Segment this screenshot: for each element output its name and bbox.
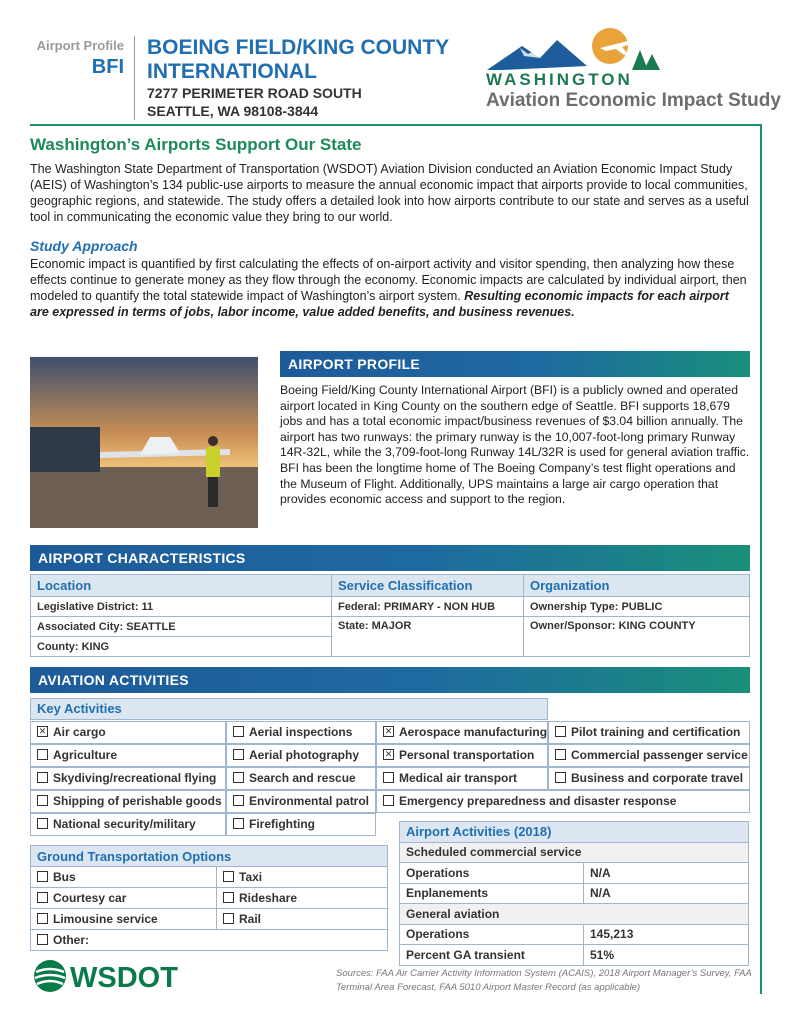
- key-activity-label: Skydiving/recreational flying: [53, 771, 217, 785]
- checkbox-icon: [37, 913, 48, 924]
- ground-option-label: Other:: [53, 933, 89, 947]
- checkbox-icon: [233, 726, 244, 737]
- state-classification: State: MAJOR: [332, 617, 524, 657]
- checkbox-icon: [37, 749, 48, 760]
- checkbox-icon: [37, 818, 48, 829]
- location-header: Location: [31, 575, 332, 597]
- key-activity-item: [30, 744, 226, 767]
- ground-option-courtesy-car: [31, 888, 217, 909]
- checkbox-icon: [37, 892, 48, 903]
- key-activity-item: [30, 790, 226, 813]
- key-activity-label: Medical air transport: [399, 771, 518, 785]
- key-activity-label: Personal transportation: [399, 748, 535, 762]
- logo-trees-icon: [632, 50, 660, 70]
- logo-state: WASHINGTON: [486, 70, 633, 89]
- key-activity-label: National security/military: [53, 817, 196, 831]
- key-activity-label: Commercial passenger service: [571, 748, 748, 762]
- checkbox-icon: [223, 892, 234, 903]
- logo-study-title: Aviation Economic Impact Study: [486, 90, 781, 111]
- ga-transient-value: 51%: [584, 945, 749, 966]
- key-activity-item: [548, 721, 750, 744]
- airport-activities-table: [399, 821, 749, 966]
- key-activity-label: Agriculture: [53, 748, 118, 762]
- wsdot-wordmark: WSDOT: [70, 962, 178, 994]
- key-activity-item: [226, 721, 376, 744]
- key-activity-label: Business and corporate travel: [571, 771, 744, 785]
- owner-sponsor: Owner/Sponsor: KING COUNTY: [524, 617, 750, 657]
- key-activity-item: [30, 767, 226, 790]
- key-activity-item: [548, 744, 750, 767]
- operations-value: N/A: [584, 863, 749, 884]
- checked-box-icon: [383, 749, 394, 760]
- key-activity-label: Emergency preparedness and disaster response: [399, 794, 677, 808]
- associated-city: Associated City: SEATTLE: [31, 617, 332, 637]
- ground-option-label: Limousine service: [53, 912, 158, 926]
- ground-option-rideshare: [217, 888, 388, 909]
- study-paragraph: [30, 256, 750, 320]
- sources-note: Sources: FAA Air Carrier Activity Information System (ACAIS), 2018 Airport Manager’s Survey, FAA Terminal Area Forecast, FAA 5010 Airport Master Record (as applicable): [336, 968, 752, 993]
- scheduled-service-header: Scheduled commercial service: [400, 842, 749, 863]
- checkbox-icon: [555, 772, 566, 783]
- ground-option-limousine: [31, 909, 217, 930]
- activities-heading: AVIATION ACTIVITIES: [30, 667, 750, 693]
- key-activity-item: [30, 813, 226, 836]
- checkbox-icon: [233, 818, 244, 829]
- ground-option-label: Rideshare: [239, 891, 298, 905]
- characteristics-heading: AIRPORT CHARACTERISTICS: [30, 545, 750, 571]
- wsdot-logo: [32, 958, 182, 994]
- key-activity-item: [376, 767, 548, 790]
- airport-code: BFI: [91, 56, 124, 78]
- checkbox-icon: [383, 795, 394, 806]
- enplanements-value: N/A: [584, 883, 749, 904]
- key-activity-label: Air cargo: [53, 725, 106, 739]
- ground-option-label: Taxi: [239, 870, 263, 884]
- study-heading: Study Approach: [30, 238, 138, 254]
- key-activity-item: [226, 767, 376, 790]
- legislative-district: Legislative District: 11: [31, 597, 332, 617]
- profile-paragraph: Boeing Field/King County International Airport (BFI) is a publicly owned and operated airport located in King County on the southern edge of Seattle. BFI supports 18,679 jobs and has a total economic impact/business revenues of $3.04 billion annually. The airport has two runways: the primary runway is the 10,007-foot-long primary Runway 14R-32L, while the 3,709-foot-long Runway 14L/32R is used for general aviation traffic. BFI has been the longtime home of The Boeing Company’s test flight operations and the Museum of Flight. Additionally, UPS maintains a large air cargo operation that provides economic access and support to the region.: [280, 383, 750, 507]
- key-activity-label: Firefighting: [249, 817, 315, 831]
- checkbox-icon: [233, 772, 244, 783]
- checkbox-icon: [37, 795, 48, 806]
- ground-option-label: Rail: [239, 912, 262, 926]
- ga-operations-label: Operations: [400, 924, 584, 945]
- airport-name: BOEING FIELD/KING COUNTY INTERNATIONAL: [147, 36, 449, 83]
- enplanements-label: Enplanements: [400, 883, 584, 904]
- key-activity-item: [376, 744, 548, 767]
- checkbox-icon: [555, 749, 566, 760]
- ga-operations-value: 145,213: [584, 924, 749, 945]
- airport-activities-header: Airport Activities (2018): [400, 822, 749, 843]
- key-activity-label: Environmental patrol: [249, 794, 370, 808]
- key-activity-item: [226, 790, 376, 813]
- ground-option-taxi: [217, 867, 388, 888]
- checkbox-icon: [233, 749, 244, 760]
- checkbox-icon: [37, 934, 48, 945]
- key-activity-item: [376, 721, 548, 744]
- checkbox-icon: [37, 772, 48, 783]
- checkbox-icon: [223, 913, 234, 924]
- checked-box-icon: [383, 726, 394, 737]
- checkbox-icon: [555, 726, 566, 737]
- ground-option-other: [31, 930, 388, 951]
- right-rule: [760, 124, 762, 994]
- key-activity-label: Aerial inspections: [249, 725, 353, 739]
- airport-photo: [30, 357, 258, 528]
- key-activity-item: [226, 744, 376, 767]
- header-rule: [30, 124, 762, 126]
- checkbox-icon: [233, 795, 244, 806]
- checkbox-icon: [383, 772, 394, 783]
- key-activity-label: Aerospace manufacturing: [399, 725, 548, 739]
- ground-transport-header: Ground Transportation Options: [31, 846, 388, 867]
- organization-header: Organization: [524, 575, 750, 597]
- key-activity-label: Aerial photography: [249, 748, 360, 762]
- study-emphasis: Resulting economic impacts for each airport are expressed in terms of jobs, labor income, value added benefits, and business revenues.: [30, 289, 729, 319]
- federal-classification: Federal: PRIMARY - NON HUB: [332, 597, 524, 617]
- ground-option-rail: [217, 909, 388, 930]
- key-activity-item: [548, 767, 750, 790]
- study-body: Economic impact is quantified by first calculating the effects of on-airport activity and visitor spending, then analyzing how these effects continue to generate money as they flow through the economy. Economic impacts are calculated by individual airport, then modeled to quantify the total statewide impact of Washington’s airport system.: [30, 257, 747, 303]
- ground-option-label: Courtesy car: [53, 891, 127, 905]
- address-line1: 7277 PERIMETER ROAD SOUTH: [147, 85, 362, 101]
- characteristics-table: [30, 574, 750, 657]
- profile-heading: AIRPORT PROFILE: [280, 351, 750, 377]
- ga-transient-label: Percent GA transient: [400, 945, 584, 966]
- key-activities-header: Key Activities: [30, 698, 548, 720]
- checkbox-icon: [223, 871, 234, 882]
- key-activity-item: [226, 813, 376, 836]
- intro-heading: Washington’s Airports Support Our State: [30, 135, 362, 154]
- general-aviation-header: General aviation: [400, 904, 749, 925]
- key-activity-item: [30, 721, 226, 744]
- airport-address: [147, 84, 362, 120]
- address-line2: SEATTLE, WA 98108-3844: [147, 103, 319, 119]
- key-activity-item: [376, 790, 750, 813]
- key-activity-label: Pilot training and certification: [571, 725, 741, 739]
- intro-paragraph: The Washington State Department of Transportation (WSDOT) Aviation Division conducted an Aviation Economic Impact Study (AEIS) of Washington’s 134 public-use airports to measure the annual economic impact that airports provide to local communities, geographic regions, and statewide. The study offers a detailed look into how airports contribute to our state and serves as a useful tool in communicating the economic value they bring to our world.: [30, 162, 749, 224]
- checked-box-icon: [37, 726, 48, 737]
- key-activity-label: Search and rescue: [249, 771, 356, 785]
- airport-profile-label: Airport Profile: [36, 38, 124, 53]
- key-activity-label: Shipping of perishable goods: [53, 794, 222, 808]
- ground-option-label: Bus: [53, 870, 76, 884]
- checkbox-icon: [37, 871, 48, 882]
- header-divider: [134, 36, 135, 120]
- ground-transportation-table: [30, 845, 388, 951]
- ground-option-bus: [31, 867, 217, 888]
- operations-label: Operations: [400, 863, 584, 884]
- county: County: KING: [31, 637, 332, 657]
- ownership-type: Ownership Type: PUBLIC: [524, 597, 750, 617]
- service-header: Service Classification: [332, 575, 524, 597]
